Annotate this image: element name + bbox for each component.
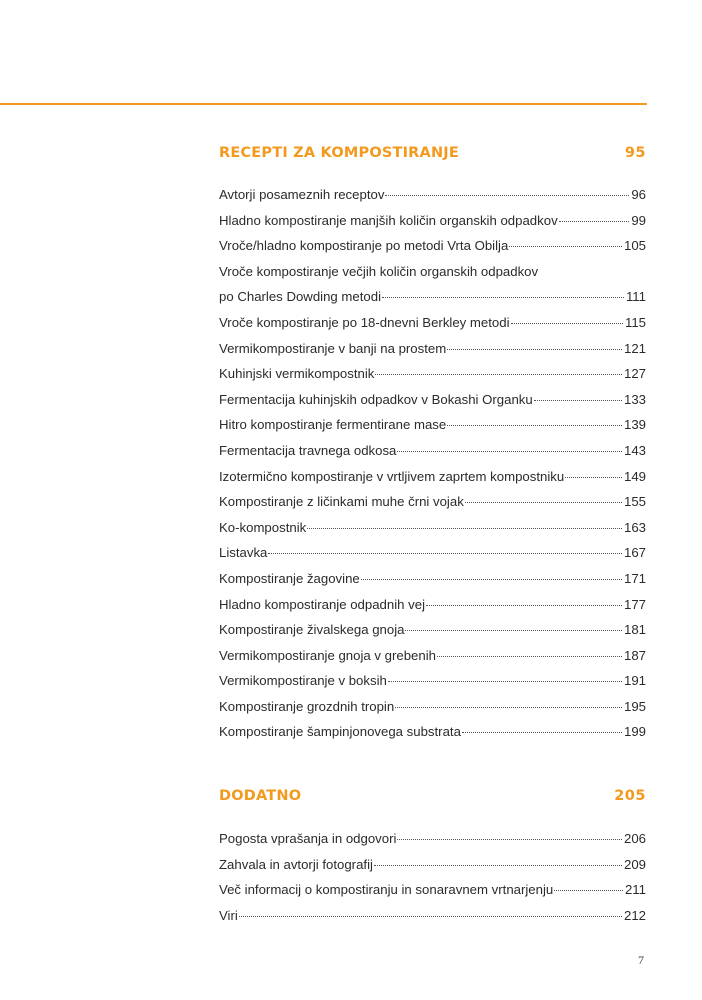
toc-entry-title: Izotermično kompostiranje v vrtljivem zaprtem kompostniku — [219, 468, 565, 484]
toc-entry-page: 199 — [623, 724, 646, 740]
toc-entry[interactable] — [219, 643, 646, 669]
dot-leader — [382, 297, 624, 298]
dot-leader — [239, 916, 622, 917]
dot-leader — [559, 221, 630, 222]
toc-entry[interactable] — [219, 361, 646, 387]
toc-entry-line2 — [219, 284, 646, 310]
toc-entry-page: 99 — [631, 212, 646, 228]
toc-entry[interactable] — [219, 464, 646, 490]
toc-section-dodatno — [219, 788, 646, 928]
toc-entry[interactable] — [219, 259, 646, 310]
toc-entry[interactable] — [219, 387, 646, 413]
toc-entry-title: Hladno kompostiranje manjših količin organskih odpadkov — [219, 212, 558, 228]
toc-entry-page: 105 — [623, 238, 646, 254]
dot-leader — [397, 839, 622, 840]
toc-entry[interactable] — [219, 566, 646, 592]
toc-entry-title: Kompostiranje šampinjonovega substrata — [219, 724, 461, 740]
toc-entry-page: 115 — [624, 314, 646, 330]
toc-entry-title: Kuhinjski vermikompostnik — [219, 366, 375, 382]
toc-entry-title: Več informacij o kompostiranju in sonaravnem vrtnarjenju — [219, 882, 554, 898]
toc-entry-page: 177 — [623, 596, 646, 612]
toc-entry-page: 181 — [623, 622, 646, 638]
toc-entry-page: 133 — [623, 391, 646, 407]
toc-entry-title-line1: Vroče kompostiranje večjih količin organskih odpadkov — [219, 263, 539, 279]
toc-entry-page: 163 — [623, 519, 646, 535]
toc-entry-title: Avtorji posameznih receptov — [219, 187, 385, 202]
toc-entry-page: 211 — [624, 882, 646, 898]
dot-leader — [534, 400, 622, 401]
toc-entry[interactable] — [219, 903, 646, 929]
toc-entry-page: 209 — [623, 856, 646, 872]
toc-entry-list — [219, 182, 646, 745]
toc-entry[interactable] — [219, 208, 646, 234]
toc-entry-page: 195 — [623, 698, 646, 714]
toc-entry[interactable] — [219, 336, 646, 362]
dot-leader — [405, 630, 622, 631]
toc-entry-page: 121 — [623, 340, 646, 356]
page-number: 7 — [638, 953, 644, 967]
section-page-number: 205 — [614, 788, 646, 804]
toc-entry-title: Hladno kompostiranje odpadnih vej — [219, 596, 426, 612]
section-page-number: 95 — [624, 145, 646, 161]
toc-entry[interactable] — [219, 826, 646, 852]
dot-leader — [565, 477, 622, 478]
section-title: RECEPTI ZA KOMPOSTIRANJE — [219, 145, 460, 161]
toc-entry-page: 127 — [623, 366, 646, 382]
toc-entry[interactable] — [219, 515, 646, 541]
toc-entry[interactable] — [219, 617, 646, 643]
toc-entry-title: Vroče/hladno kompostiranje po metodi Vrta Obilja — [219, 238, 509, 254]
toc-entry-title: Vermikompostiranje v banji na prostem — [219, 340, 447, 356]
toc-section-recepti — [219, 145, 646, 745]
toc-entry[interactable] — [219, 852, 646, 878]
toc-entry-page: 96 — [631, 187, 646, 202]
dot-leader — [462, 732, 622, 733]
dot-leader — [388, 681, 622, 682]
toc-entry-page: 191 — [623, 673, 646, 689]
dot-leader — [268, 553, 622, 554]
toc-entry-title: Fermentacija travnega odkosa — [219, 442, 397, 458]
dot-leader — [554, 890, 623, 891]
toc-entry-page: 187 — [623, 647, 646, 663]
toc-entry-title: Listavka — [219, 545, 268, 561]
header-rule — [0, 103, 647, 105]
toc-entry[interactable] — [219, 233, 646, 259]
section-heading[interactable] — [219, 145, 646, 167]
toc-entry-title: Kompostiranje grozdnih tropin — [219, 698, 395, 714]
toc-entry[interactable] — [219, 877, 646, 903]
dot-leader — [437, 656, 622, 657]
toc-entry-list — [219, 826, 646, 928]
toc-entry-page: 167 — [623, 545, 646, 561]
dot-leader — [385, 195, 629, 196]
dot-leader — [426, 605, 622, 606]
toc-entry-page: 143 — [623, 442, 646, 458]
dot-leader — [375, 374, 622, 375]
toc-entry[interactable] — [219, 310, 646, 336]
toc-entry-page: 212 — [623, 907, 646, 923]
dot-leader — [374, 865, 622, 866]
toc-entry-title-line2: po Charles Dowding metodi — [219, 289, 381, 305]
dot-leader — [509, 246, 622, 247]
toc-entry[interactable] — [219, 719, 646, 745]
dot-leader — [397, 451, 622, 452]
toc-entry[interactable] — [219, 540, 646, 566]
dot-leader — [447, 425, 622, 426]
dot-leader — [361, 579, 622, 580]
dot-leader — [447, 349, 622, 350]
toc-entry-title: Viri — [219, 907, 238, 923]
dot-leader — [465, 502, 622, 503]
toc-entry[interactable] — [219, 489, 646, 515]
section-heading[interactable] — [219, 788, 646, 810]
toc-entry-title: Kompostiranje z ličinkami muhe črni vojak — [219, 494, 464, 510]
toc-entry-title: Kompostiranje živalskega gnoja — [219, 622, 405, 638]
toc-entry-page: 149 — [623, 468, 646, 484]
toc-entry-title: Vroče kompostiranje po 18-dnevni Berkley metodi — [219, 314, 510, 330]
toc-entry-title: Pogosta vprašanja in odgovori — [219, 831, 397, 846]
section-title: DODATNO — [219, 788, 302, 804]
toc-entry[interactable] — [219, 592, 646, 618]
toc-entry-page: 155 — [623, 494, 646, 510]
toc-entry-page: 139 — [623, 417, 646, 433]
toc-entry-page: 206 — [623, 831, 646, 846]
dot-leader — [511, 323, 623, 324]
dot-leader — [395, 707, 622, 708]
toc-entry-title: Fermentacija kuhinjskih odpadkov v Bokashi Organku — [219, 391, 533, 407]
toc-entry[interactable] — [219, 694, 646, 720]
toc-entry[interactable] — [219, 438, 646, 464]
toc-entry-title: Zahvala in avtorji fotografij — [219, 856, 373, 872]
dot-leader — [307, 528, 622, 529]
toc-entry-title: Hitro kompostiranje fermentirane mase — [219, 417, 447, 433]
toc-entry-page: 171 — [623, 570, 646, 586]
toc-entry-page: 111 — [625, 289, 646, 305]
toc-entry-title: Vermikompostiranje gnoja v grebenih — [219, 647, 436, 663]
toc-entry[interactable] — [219, 182, 646, 208]
toc-entry[interactable] — [219, 668, 646, 694]
toc-entry-title: Vermikompostiranje v boksih — [219, 673, 387, 689]
toc-entry[interactable] — [219, 412, 646, 438]
toc-entry-title: Ko-kompostnik — [219, 519, 307, 535]
toc-entry-title: Kompostiranje žagovine — [219, 570, 360, 586]
